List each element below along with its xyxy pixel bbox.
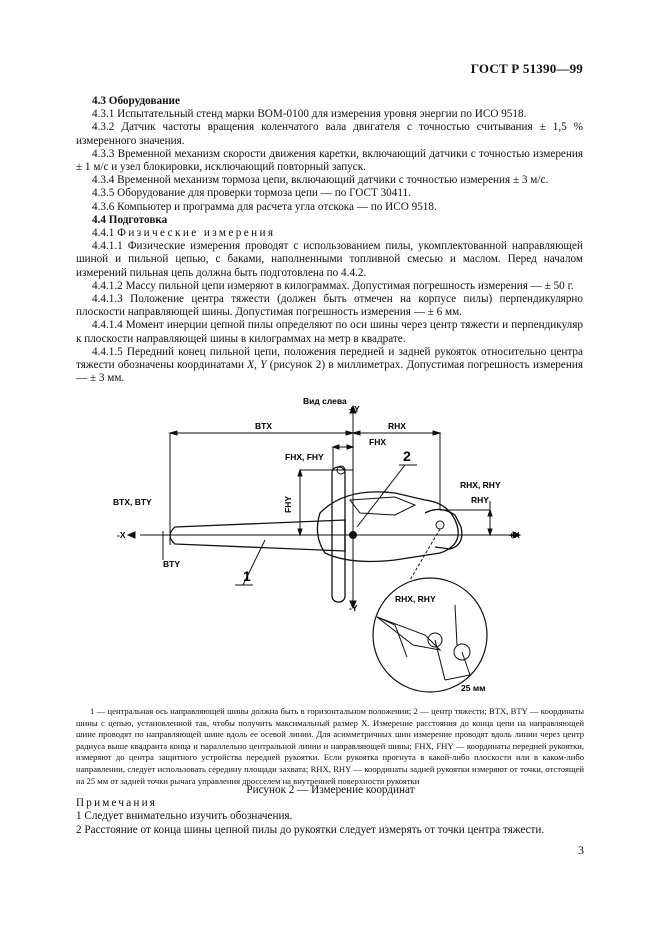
detail-label: RHX, RHY <box>395 594 436 604</box>
paragraph-4-3-2: 4.3.2 Датчик частоты вращения коленчатого вала двигателя с точностью считывания ± 1,5 % измеренного значения. <box>76 121 583 147</box>
figure-legend: 1 — центральная ось направляющей шины должна быть в горизонтальном положении; 2 — центр тяжести; BTX, BTY — координаты шины с цепью, установленной так, чтобы получить максимальный размер X. Измерение расстояния до конца цепи на направляющей шине проводят по направляющей шине вдоль ее осевой линии. Для асимметричных шин измерение проводят вдоль линии через центр радиуса выше квадранта конца и параллельно центральной линии и направляющей шины; FHX, FHY — координаты передней рукоятки, измеряют до центра защитного устройства передней рукоятки. Если рукоятка прогнута в какой-либо плоскости или в каком-либо направлении, следует использовать середину площади захвата; RHX, RHY — координаты задней рукоятки измеряют от точки, отстоящей на 25 мм от задней точки рычага управления дросселем на внутренней поверхности рукоятки <box>76 706 584 786</box>
figure-2-diagram <box>95 395 555 705</box>
rhy-label: RHY <box>471 495 489 505</box>
coordinates-xy: X, Y <box>247 359 267 372</box>
bty-label: BTY <box>163 559 180 569</box>
paragraph-4-3-3: 4.3.3 Временной механизм скорости движения каретки, включающий датчики с точностью измерения ± 1 м/с и узел блокировки, исключающий повторный запуск. <box>76 147 583 174</box>
paragraph-4-3-1: 4.3.1 Испытательный стенд марки ВОМ-0100 для измерения уровня энергии по ИСО 9518. <box>92 108 527 121</box>
callout-2: 2 <box>403 448 411 464</box>
section-heading-4-4: 4.4 Подготовка <box>92 213 168 226</box>
notes-title: Примечания <box>76 797 158 809</box>
paragraph-4-4-1-3: 4.4.1.3 Положение центра тяжести (должен быть отмечен на корпусе пилы) перпендикулярно плоскости направляющей шины. Допустимая погрешность измерения — ± 6 мм. <box>76 293 583 319</box>
rhx-rhy-label: RHX, RHY <box>460 480 501 490</box>
fhx-fhy-label: FHX, FHY <box>285 452 324 462</box>
minus-x-arrow <box>128 532 135 538</box>
detail-dimension-label: 25 мм <box>461 683 486 693</box>
figure-caption: Рисунок 2 — Измерение координат <box>246 784 415 796</box>
callout-1: 1 <box>243 568 251 584</box>
page-number: 3 <box>578 843 584 857</box>
rhx-label: RHX <box>388 421 406 431</box>
minus-y-label: -Y <box>349 603 358 613</box>
subsection-number: 4.4.1 <box>92 227 115 240</box>
paragraph-4-4-1-1: 4.4.1.1 Физические измерения проводят с использованием пилы, укомплектованной направляющей шиной и пильной цепью, с баками, наполненными топливной смесью и маслом. Перед началом измерений пильная цепь должна быть подготовлена по 4.4.2. <box>76 240 583 279</box>
paragraph-4-3-4: 4.3.4 Временной механизм тормоза цепи, включающий датчики с точностью измерения ± 3 м/с. <box>92 174 549 187</box>
btx-label: BTX <box>255 421 272 431</box>
plus-y-label: +Y <box>349 404 360 414</box>
btx-bty-label: BTX, BTY <box>113 497 152 507</box>
fhx-label: FHX <box>369 437 386 447</box>
notes-block <box>76 797 583 837</box>
label-2-leader <box>357 465 405 527</box>
minus-x-label: -X <box>117 530 126 540</box>
center-of-gravity-marker <box>350 532 357 539</box>
fhy-label: FHY <box>283 496 293 513</box>
note-1: 1 Следует внимательно изучить обозначения. <box>76 810 293 823</box>
subsection-4-4-1 <box>76 227 583 240</box>
paragraph-4-4-1-5-part-b: (рисунок 2) в миллиметрах. Допустимая погрешность измерения — ± 3 мм. <box>76 359 583 385</box>
subsection-title: Физические измерения <box>117 227 276 240</box>
note-2: 2 Расстояние от конца шины цепной пилы до рукоятки следует измерять от точки центра тяжести. <box>76 823 545 836</box>
paragraph-4-3-5: 4.3.5 Оборудование для проверки тормоза цепи — по ГОСТ 30411. <box>92 187 411 200</box>
rear-handle-point <box>436 521 444 529</box>
main-text <box>76 95 583 385</box>
paragraph-4-4-1-5-part-a: 4.4.1.5 Передний конец пильной цепи, положения передней и задней рукояток относительно центра тяжести обозначены координатами <box>76 345 583 372</box>
view-label: Вид слева <box>303 396 347 406</box>
section-heading-4-3: 4.3 Оборудование <box>92 95 180 107</box>
chainsaw-coordinate-diagram <box>95 395 555 705</box>
document-header: ГОСТ Р 51390—99 <box>470 61 583 76</box>
paragraph-4-4-1-4: 4.4.1.4 Момент инерции цепной пилы определяют по оси шины через центр тяжести и перпендикуляр к плоскости направляющей шины в килограммах на метр в квадрате. <box>76 319 583 345</box>
paragraph-4-4-1-5 <box>76 346 583 386</box>
rear-handle-shape <box>425 509 462 549</box>
paragraph-4-4-1-2: 4.4.1.2 Массу пильной цепи измеряют в килограммах. Допустимая погрешность измерения — ± 50 г. <box>92 279 574 292</box>
plus-x-label: +X <box>509 530 520 540</box>
paragraph-4-3-6: 4.3.6 Компьютер и программа для расчета угла отскока — по ИСО 9518. <box>92 200 437 213</box>
